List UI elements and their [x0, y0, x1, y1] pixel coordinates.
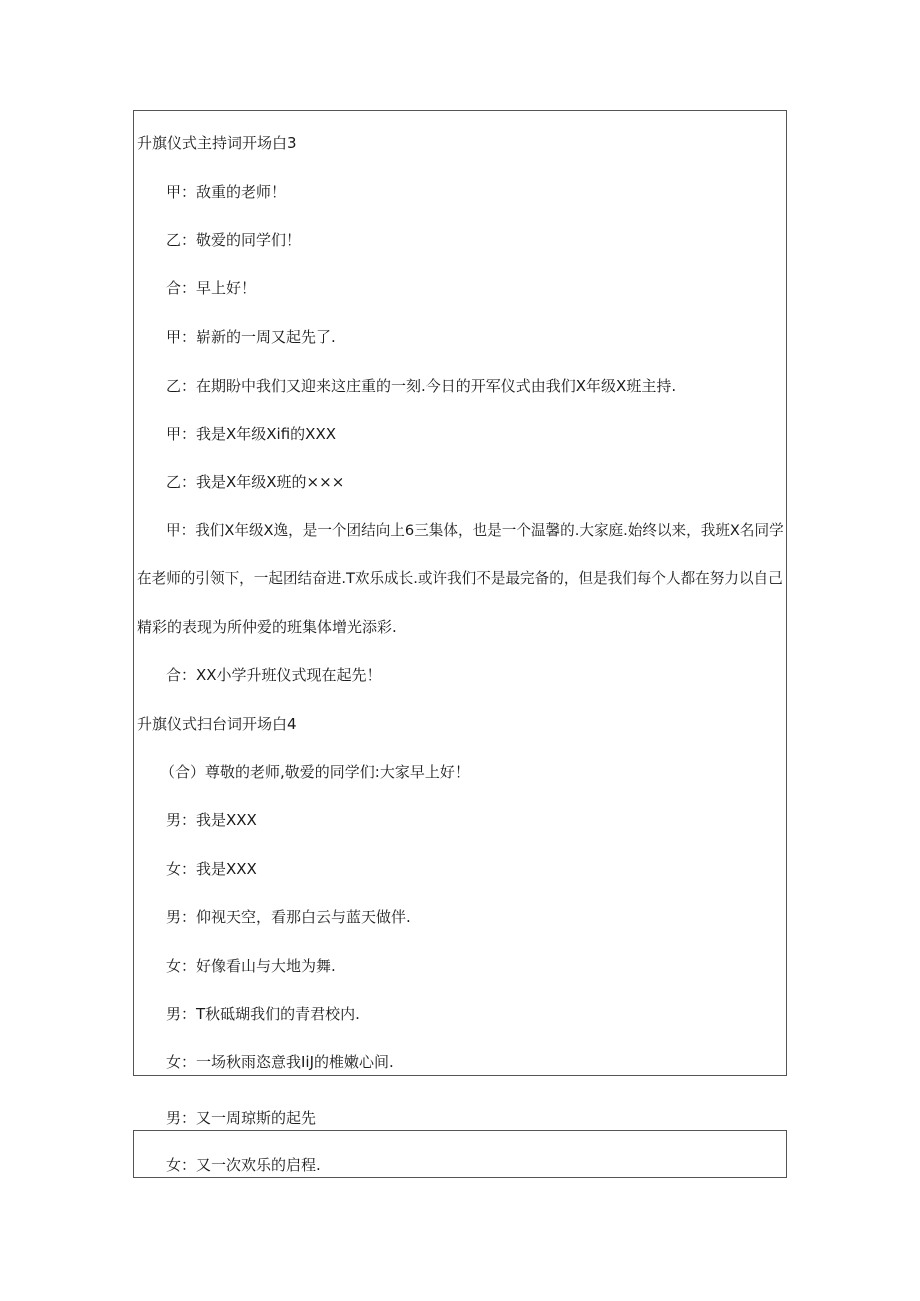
script-line: 精彩的表现为所仲爱的班集体增光添彩. [137, 618, 397, 636]
script-line: 女：我是XXX [166, 860, 257, 878]
script-line: 甲：我们X年级X逸，是一个团结向上6三集体，也是一个温馨的.大家庭.始终以来，我班X名同学 [166, 522, 784, 539]
script-line: 合：早上好！ [166, 279, 257, 297]
script-line: 甲：崭新的一周又起先了. [166, 328, 336, 346]
script-line: 女：好像看山与大地为舞. [166, 957, 336, 975]
script-line: 在老师的引领下，一起团结奋进.T欢乐成长.或许我们不是最完备的，但是我们每个人都在努力以自己 [137, 570, 783, 587]
script-line: 女：又一次欢乐的启程. [166, 1156, 321, 1174]
script-line: 男：T秋砥瑚我们的青君校内. [166, 1005, 360, 1023]
script-line: 男：仰视天空，看那白云与蓝天做伴. [166, 908, 411, 926]
script-line: 男：又一周琼斯的起先 [166, 1109, 317, 1127]
script-line: 女：一场秋雨恣意我IiJ的椎嫩心间. [166, 1053, 394, 1071]
script-line: 合：XX小学升班仪式现在起先！ [166, 666, 382, 684]
script-line: 甲：敌重的老师！ [166, 183, 287, 201]
script-line: （合）尊敬的老师,敬爱的同学们:大家早上好！ [160, 763, 470, 781]
script-line: 甲：我是X年级Xifi的XXX [166, 425, 336, 443]
section-heading-4: 升旗仪式扫台词开场白4 [137, 715, 297, 733]
script-line: 乙：在期盼中我们又迎来这庄重的一刻.今日的开军仪式由我们X年级X班主持. [166, 377, 677, 395]
script-line: 乙：敬爱的同学们！ [166, 231, 302, 249]
script-line: 男：我是XXX [166, 811, 257, 829]
script-line: 乙：我是X年级X班的××× [166, 473, 345, 491]
content-frame [133, 110, 787, 1076]
section-heading-3: 升旗仪式主持词开场白3 [137, 134, 297, 152]
